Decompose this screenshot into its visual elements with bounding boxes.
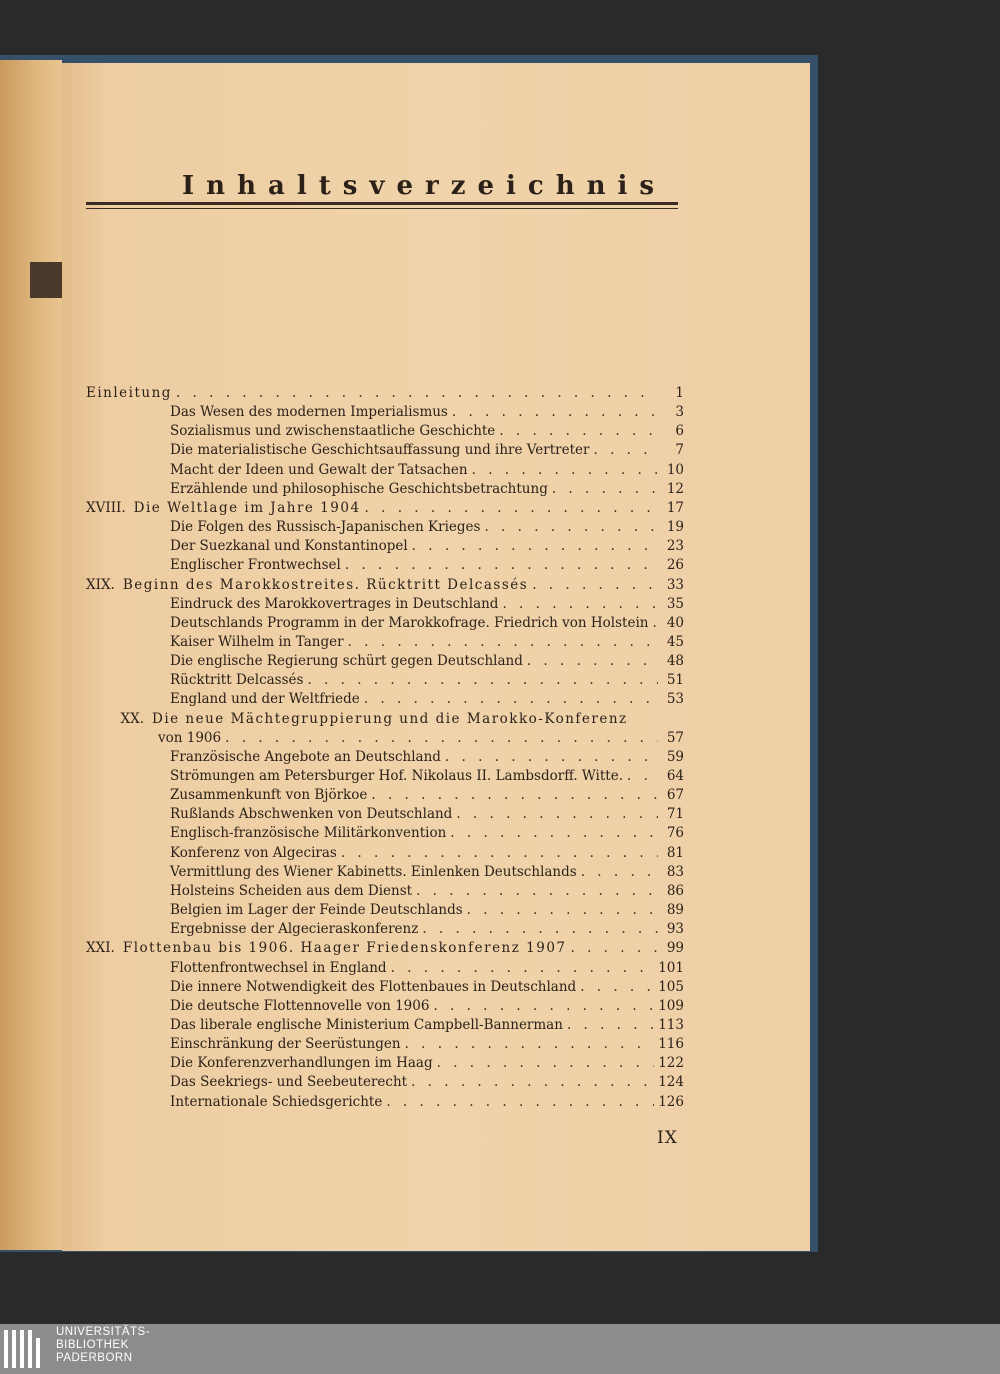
table-of-contents: [62, 63, 810, 1251]
section-title: Das Wesen des modernen Imperialismus: [170, 404, 448, 421]
page-ref: 71: [666, 806, 684, 823]
section-title: Die innere Notwendigkeit des Flottenbaues in Deutschland: [170, 978, 577, 995]
leader-dots: [467, 901, 658, 920]
page-ref: 33: [666, 576, 684, 593]
toc-entry: [170, 901, 684, 920]
leader-dots: [411, 1073, 654, 1092]
section-title: Ergebnisse der Algecieraskonferenz: [170, 921, 419, 938]
page-ref: 40: [666, 614, 684, 631]
toc-entry: [170, 1093, 684, 1112]
leader-dots: [391, 959, 655, 978]
page-ref: 93: [666, 921, 684, 938]
toc-entry: [170, 633, 684, 652]
leader-dots: [484, 518, 658, 537]
page-ref: 122: [658, 1055, 684, 1072]
chapter-number: XIX.: [86, 576, 115, 593]
page-ref: 26: [666, 557, 684, 574]
toc-entry: [170, 997, 684, 1016]
section-title: Das liberale englische Ministerium Campbell-Bannerman: [170, 1016, 563, 1033]
section-title: Deutschlands Programm in der Marokkofrage. Friedrich von Holstein: [170, 614, 649, 631]
leader-dots: [433, 997, 654, 1016]
library-logo-icon: [4, 1330, 46, 1368]
section-title: Vermittlung des Wiener Kabinetts. Einlenken Deutschlands: [170, 863, 577, 880]
toc-entry: [170, 480, 684, 499]
toc-entry: [170, 518, 684, 537]
section-title: Eindruck des Marokkovertrages in Deutschland: [170, 595, 499, 612]
section-title: Sozialismus und zwischenstaatliche Geschichte: [170, 423, 496, 440]
leader-dots: [452, 403, 658, 422]
leader-dots: [627, 767, 658, 786]
leader-dots: [567, 1016, 654, 1035]
chapter-title: Einleitung: [86, 385, 172, 401]
page-ref: 81: [666, 844, 684, 861]
leader-dots: [341, 844, 658, 863]
leader-dots: [348, 633, 658, 652]
toc-entry: [170, 805, 684, 824]
page-tab-shadow: [30, 262, 64, 298]
leader-dots: [365, 499, 658, 518]
section-title: Die materialistische Geschichtsauffassung und ihre Vertreter: [170, 442, 590, 459]
leader-dots: [437, 1054, 655, 1073]
page-ref: 116: [658, 1036, 684, 1053]
toc-entry: [158, 729, 684, 748]
section-title: Macht der Ideen und Gewalt der Tatsachen: [170, 461, 468, 478]
leader-dots: [345, 556, 658, 575]
leader-dots: [552, 480, 658, 499]
toc-entry: [170, 959, 684, 978]
section-title: Rußlands Abschwenken von Deutschland: [170, 806, 453, 823]
toc-entry: [170, 748, 684, 767]
leader-dots: [307, 671, 658, 690]
section-title: Die Konferenzverhandlungen im Haag: [170, 1055, 433, 1072]
toc-entry: [170, 1016, 684, 1035]
toc-entry: [170, 786, 684, 805]
page-number: IX: [657, 1128, 678, 1148]
toc-entry: [86, 384, 684, 403]
left-page-edge: [0, 60, 62, 1250]
page-ref: 19: [666, 519, 684, 536]
leader-dots: [412, 537, 658, 556]
library-name-line: PADERBORN: [56, 1352, 133, 1364]
toc-entry: [170, 690, 684, 709]
leader-dots: [527, 652, 658, 671]
leader-dots: [593, 441, 658, 460]
leader-dots: [450, 824, 658, 843]
leader-dots: [445, 748, 658, 767]
toc-entry: [170, 844, 684, 863]
leader-dots: [502, 595, 658, 614]
toc-entry: [170, 882, 684, 901]
section-title: Internationale Schiedsgerichte: [170, 1093, 383, 1110]
library-name-line: UNIVERSITÄTS-: [56, 1326, 151, 1338]
page-ref: 7: [675, 442, 684, 459]
leader-dots: [176, 384, 658, 403]
page-ref: 17: [666, 499, 684, 516]
page-ref: 35: [666, 595, 684, 612]
toc-entry: [170, 461, 684, 480]
chapter-title: Die neue Mächtegruppierung und die Marokko-Konferenz: [152, 710, 628, 727]
page-ref: 124: [658, 1074, 684, 1091]
section-title: Die Folgen des Russisch-Japanischen Krieges: [170, 519, 481, 536]
page-ref: 12: [666, 480, 684, 497]
page-ref: 6: [675, 423, 684, 440]
toc-entry: [170, 1035, 684, 1054]
leader-dots: [581, 863, 658, 882]
section-title: Konferenz von Algeciras: [170, 844, 337, 861]
toc-entry: [170, 767, 684, 786]
page-ref: 23: [666, 538, 684, 555]
page-ref: 1: [675, 385, 684, 401]
section-title: Flottenfrontwechsel in England: [170, 959, 387, 976]
page-ref: 48: [666, 653, 684, 670]
library-name-line: BIBLIOTHEK: [56, 1339, 129, 1351]
section-title: Holsteins Scheiden aus dem Dienst: [170, 882, 413, 899]
toc-entry: [170, 978, 684, 997]
toc-entry: [170, 1073, 684, 1092]
page-ref: 113: [658, 1016, 684, 1033]
toc-entry: [170, 403, 684, 422]
toc-entry: [170, 422, 684, 441]
toc-entry: [170, 824, 684, 843]
chapter-title: Beginn des Marokkostreites. Rücktritt Delcassés: [122, 576, 529, 593]
page-ref: 89: [666, 902, 684, 919]
section-title: Erzählende und philosophische Geschichtsbetrachtung: [170, 480, 548, 497]
library-name: [56, 1326, 150, 1365]
toc-entry: [170, 614, 684, 633]
page-ref: 51: [666, 672, 684, 689]
library-footer: [0, 1324, 1000, 1374]
leader-dots: [422, 920, 658, 939]
page-title: Inhaltsverzeichnis: [182, 171, 667, 201]
leader-dots: [652, 614, 658, 633]
leader-dots: [405, 1035, 655, 1054]
leader-dots: [225, 729, 658, 748]
section-title: Der Suezkanal und Konstantinopel: [170, 538, 408, 555]
section-title: Das Seekriegs- und Seebeuterecht: [170, 1074, 408, 1091]
page-ref: 126: [658, 1093, 684, 1110]
chapter-title: Die Weltlage im Jahre 1904: [133, 499, 361, 516]
leader-dots: [386, 1093, 654, 1112]
section-title: Zusammenkunft von Björkoe: [170, 787, 368, 804]
page-ref: 67: [666, 787, 684, 804]
toc-entry: [86, 576, 684, 595]
section-title: Belgien im Lager der Feinde Deutschlands: [170, 902, 463, 919]
section-title: Die englische Regierung schürt gegen Deutschland: [170, 653, 523, 670]
page-ref: 10: [666, 461, 684, 478]
page-ref: 53: [666, 691, 684, 708]
chapter-number: XXI.: [86, 940, 115, 957]
page-ref: 86: [666, 882, 684, 899]
page-ref: 101: [658, 959, 684, 976]
toc-entry: [170, 1054, 684, 1073]
page-ref: 99: [666, 940, 684, 957]
section-title: Einschränkung der Seerüstungen: [170, 1036, 401, 1053]
page-ref: 109: [658, 997, 684, 1014]
leader-dots: [532, 576, 658, 595]
toc-entry: [170, 863, 684, 882]
toc-entry: [170, 537, 684, 556]
toc-entry: [170, 920, 684, 939]
page-ref: 64: [666, 768, 684, 784]
section-title: Die deutsche Flottennovelle von 1906: [170, 997, 430, 1014]
toc-page: [62, 63, 810, 1251]
chapter-title: Flottenbau bis 1906. Haager Friedenskonferenz 1907: [122, 940, 567, 957]
toc-entry: [170, 671, 684, 690]
section-title: Strömungen am Petersburger Hof. Nikolaus II. Lambsdorff. Witte.: [170, 768, 623, 784]
leader-dots: [416, 882, 658, 901]
leader-dots: [580, 978, 654, 997]
chapter-number: XX.: [120, 710, 144, 727]
section-title: Englisch-französische Militärkonvention: [170, 825, 447, 842]
section-title: Englischer Frontwechsel: [170, 557, 341, 574]
section-title: von 1906: [158, 729, 222, 746]
toc-entry: [86, 710, 684, 729]
toc-entry: [86, 499, 684, 518]
section-title: Rücktritt Delcassés: [170, 672, 304, 689]
page-ref: 105: [658, 978, 684, 995]
page-ref: 3: [675, 404, 684, 421]
page-ref: 83: [666, 863, 684, 880]
toc-entry: [170, 652, 684, 671]
page-ref: 76: [666, 825, 684, 842]
section-title: Kaiser Wilhelm in Tanger: [170, 633, 344, 650]
page-ref: 59: [666, 748, 684, 765]
leader-dots: [499, 422, 658, 441]
chapter-number: XVIII.: [86, 499, 126, 516]
toc-entry: [170, 441, 684, 460]
leader-dots: [371, 786, 658, 805]
leader-dots: [456, 805, 658, 824]
toc-entry: [170, 556, 684, 575]
section-title: Französische Angebote an Deutschland: [170, 748, 441, 765]
leader-dots: [364, 690, 658, 709]
toc-entry: [170, 595, 684, 614]
leader-dots: [571, 939, 658, 958]
leader-dots: [472, 461, 658, 480]
page-ref: 45: [666, 633, 684, 650]
page-ref: 57: [666, 729, 684, 746]
section-title: England und der Weltfriede: [170, 691, 360, 708]
toc-entry: [86, 939, 684, 958]
